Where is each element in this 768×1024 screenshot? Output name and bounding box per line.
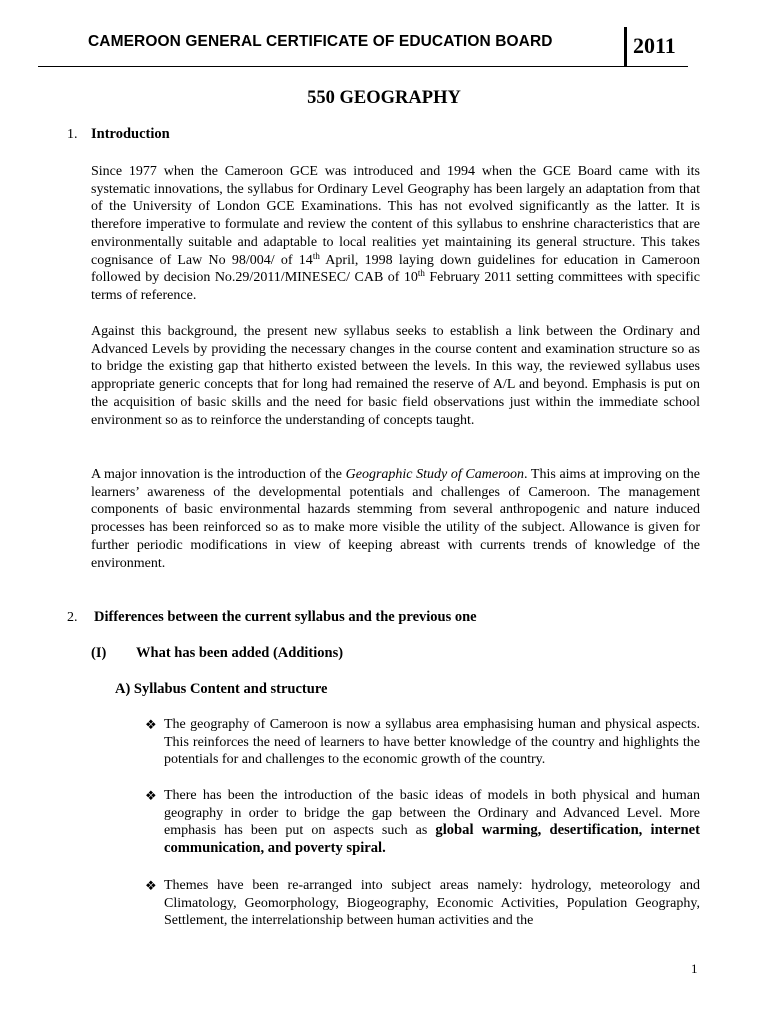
bullet-2-emphasis: global warming, desertification, internet communication, and poverty spiral. <box>164 822 700 857</box>
document-title: 550 GEOGRAPHY <box>307 88 461 108</box>
header-title: CAMEROON GENERAL CERTIFICATE OF EDUCATION BOARD <box>88 33 553 50</box>
geographic-study-title: Geographic Study of Cameroon <box>345 467 525 482</box>
section-1-number: 1. <box>67 127 78 142</box>
intro-paragraph-2: Against this background, the present new syllabus seeks to establish a link between the Ordinary and Advanced Levels by providing the necessary changes in the course content and examination structure so as to bridge the existing gap that hitherto existed between the levels. In this way, the reviewed syllabus uses appropriate generic concepts that for long had remained the reserve of A/L and beyond. Emphasis is put on the acquisition of basic skills and the need for basic field observations just within the immediate school environment so as to reinforce the understanding of concepts taught. <box>91 324 700 428</box>
subsection-number: (I) <box>91 645 107 661</box>
bullet-3-icon: ❖ <box>145 878 157 893</box>
header-divider <box>624 27 627 67</box>
bullet-1-icon: ❖ <box>145 717 157 732</box>
intro-paragraph-1: Since 1977 when the Cameroon GCE was introduced and 1994 when the GCE Board came with its systematic innovations, the syllabus for Ordinary Level Geography has been largely an adaptation from that of the University of London GCE Examinations. This has not evolved significantly as the latter. It is therefore imperative to formulate and review the content of this syllabus to enshrine characteristics that are environmentally suitable and adaptable to local realities yet maintaining its general structure. This takes cognisance of Law No 98/004/ of 14th April, 1998 laying down guidelines for education in Cameroon followed by decision No.29/2011/MINESEC/ CAB of 10th February 2011 setting committees with specific terms of reference. <box>91 164 700 303</box>
subsubsection-heading: A) Syllabus Content and structure <box>115 681 328 697</box>
intro-paragraph-3: A major innovation is the introduction of the Geographic Study of Cameroon. This aims at improving on the learners’ awareness of the developmental potentials and challenges of Cameroon. The management components of basic environmental hazards stemming from several anthropogenic and nature induced processes has been reinforced so as to make more visible the utility of the subject. Allowance is given for further periodic modifications in view of keeping abreast with currents trends of knowledge of the environment. <box>91 467 700 571</box>
bullet-2-icon: ❖ <box>145 788 157 803</box>
page-number: 1 <box>691 961 698 976</box>
header-year: 2011 <box>633 33 676 58</box>
bullet-2-text: There has been the introduction of the basic ideas of models in both physical and human geography in order to bridge the gap between the Ordinary and Advanced Level. More emphasis has been put on aspects such as global warming, desertification, internet communication, and poverty spiral. <box>164 788 700 857</box>
section-2-heading: Differences between the current syllabus and the previous one <box>94 609 477 625</box>
header-rule <box>38 66 688 67</box>
bullet-3-text: Themes have been re-arranged into subject areas namely: hydrology, meteorology and Climatology, Geomorphology, Biogeography, Economic Activities, Population Geography, Settlement, the interrelationship between human activities and the <box>164 878 700 929</box>
section-2-number: 2. <box>67 610 78 625</box>
bullet-1-text: The geography of Cameroon is now a syllabus area emphasising human and physical aspects. This reinforces the need of learners to have better knowledge of the country and highlights the potentials for and challenges to the economic growth of the country. <box>164 717 700 768</box>
section-1-heading: Introduction <box>91 126 170 142</box>
subsection-heading: What has been added (Additions) <box>136 645 344 661</box>
